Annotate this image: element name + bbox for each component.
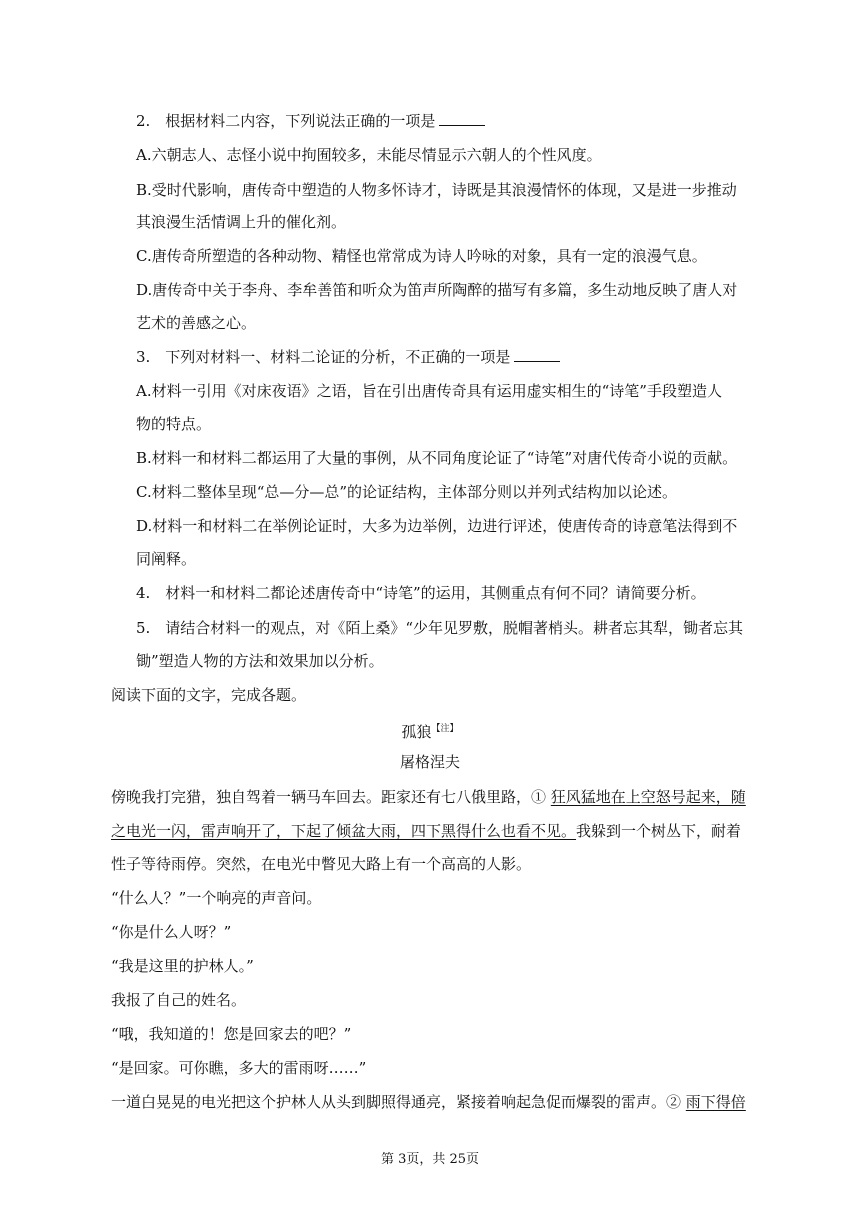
dialogue-line-5: “哦，我知道的！您是回家去的吧？” [111,1025,352,1043]
passage-text: 傍晚我打完猎，独自驾着一辆马车回去。距家还有七八俄里路，① [111,788,547,806]
underlined-sentence-1-continued: 之电光一闪，雷声响开了，下起了倾盆大雨，四下黑得什么也看不见。 [111,822,577,840]
question-5-line-1: 5. 请结合材料一的观点，对《陌上桑》“少年见罗敷，脱帽著梢头。耕者忘其犁，锄者忘其 [136,619,743,637]
answer-blank[interactable] [514,347,560,362]
question-2-option-d-line-1: D.唐传奇中关于李舟、李牟善笛和听众为笛声所陶醉的描写有多篇，多生动地反映了唐人对 [136,281,738,299]
question-3-option-c: C.材料二整体呈现“总—分—总”的论证结构，主体部分则以并列式结构加以论述。 [136,483,678,501]
dialogue-line-4: 我报了自己的姓名。 [111,991,247,1009]
reading-instruction: 阅读下面的文字，完成各题。 [111,686,307,704]
question-3-stem [136,347,560,367]
question-2-option-b-line-2: 其浪漫生活情调上升的催化剂。 [136,213,347,231]
dialogue-line-3: “我是这里的护林人。” [111,957,254,975]
question-2-option-c: C.唐传奇所塑造的各种动物、精怪也常常成为诗人吟咏的对象，具有一定的浪漫气息。 [136,247,707,265]
answer-blank[interactable] [439,111,485,126]
question-4-stem: 4. 材料一和材料二都论述唐传奇中“诗笔”的运用，其侧重点有何不同？请简要分析。 [136,584,706,602]
passage-title-text: 孤狼 [401,723,432,741]
passage-author: 屠格涅夫 [399,753,460,771]
underlined-sentence-1: 狂风猛地在上空怒号起来，随 [550,788,746,806]
passage-line-last [111,1092,746,1112]
question-3-option-a-line-1: A.材料一引用《对床夜语》之语，旨在引出唐传奇具有运用虚实相生的“诗笔”手段塑造人 [136,382,722,400]
question-3-option-a-line-2: 物的特点。 [136,415,212,433]
question-2-option-b-line-1: B.受时代影响，唐传奇中塑造的人物多怀诗才，诗既是其浪漫情怀的体现，又是进一步推动 [136,181,737,199]
dialogue-line-6: “是回家。可你瞧，多大的雷雨呀……” [111,1059,367,1077]
page-footer: 第 3页，共 25页 [380,1152,480,1167]
question-5-line-2: 锄”塑造人物的方法和效果加以分析。 [136,652,384,670]
question-2-option-d-line-2: 艺术的善感之心。 [136,314,257,332]
underlined-sentence-2: 雨下得倍 [685,1093,746,1111]
passage-title [0,719,860,742]
question-2-text: 2. 根据材料二内容，下列说法正确的一项是 [136,112,436,130]
passage-line-2 [111,821,741,841]
question-3-text: 3. 下列对材料一、材料二论证的分析，不正确的一项是 [136,348,511,366]
question-3-option-d-line-1: D.材料一和材料二在举例论证时，大多为边举例，边进行评述，使唐传奇的诗意笔法得到不 [136,517,738,535]
dialogue-line-1: “什么人？”一个响亮的声音问。 [111,889,322,907]
question-2-stem [136,111,485,131]
question-3-option-b: B.材料一和材料二都运用了大量的事例，从不同角度论证了“诗笔”对唐代传奇小说的贡献。 [136,449,738,467]
question-3-option-d-line-2: 同阐释。 [136,550,197,568]
passage-line-3: 性子等待雨停。突然，在电光中瞥见大路上有一个高高的人影。 [111,855,532,873]
dialogue-line-2: “你是什么人呀？” [111,923,232,941]
passage-text: 我躲到一个树丛下，耐着 [576,822,742,840]
title-note: 【注】 [431,724,459,734]
question-2-option-a: A.六朝志人、志怪小说中拘囿较多，未能尽情显示六朝人的个性风度。 [136,146,602,164]
passage-line-1 [111,787,746,807]
passage-text: 一道白晃晃的电光把这个护林人从头到脚照得通亮，紧接着响起急促而爆裂的雷声。② [111,1093,682,1111]
